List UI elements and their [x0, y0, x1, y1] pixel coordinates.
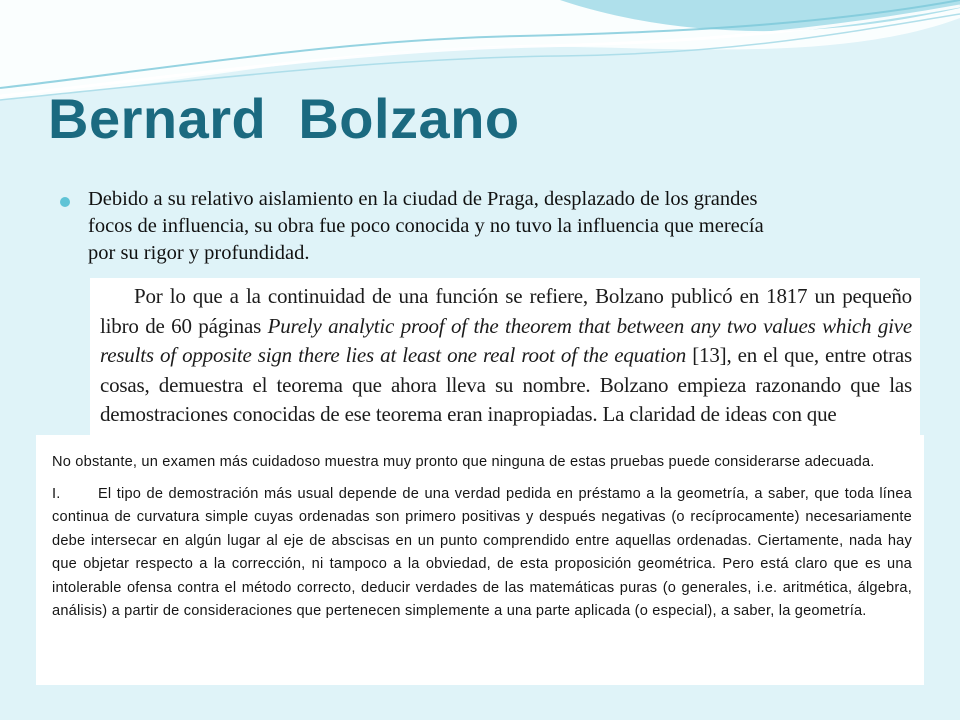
- scanned-excerpt-1: [90, 278, 920, 438]
- excerpt2-paragraph-1: No obstante, un examen más cuidadoso muestra muy pronto que ninguna de estas pruebas puede considerarse adecuada.: [52, 454, 875, 470]
- bullet-text: Debido a su relativo aislamiento en la ciudad de Praga, desplazado de los grandes focos de influencia, su obra fue poco conocida y no tuvo la influencia que merecía por su rigor y profundidad.: [88, 188, 764, 264]
- excerpt1-text-before: Por lo que a la continuidad de una función se refiere, Bolzano publicó en 1817 un pequeño libro de 60 páginas: [100, 284, 912, 338]
- excerpt1-text-after: [13], en el que, entre otras cosas, demuestra el teorema que ahora lleva su nombre. Bolzano empieza razonando que las demostraciones conocidas de ese teorema eran inapropiadas. La claridad de ideas con que: [100, 343, 912, 426]
- slide-title: Bernard Bolzano: [48, 87, 520, 150]
- excerpt2-paragraph-number: I.: [52, 485, 61, 502]
- bullet-dot-icon: [60, 197, 70, 207]
- excerpt2-paragraph-2-text: El tipo de demostración más usual depende de una verdad pedida en préstamo a la geometría, a saber, que toda línea continua de curvatura simple cuyas ordenadas son primero positivas y después negativas (o recíprocamente) necesariamente debe intersecar en algún lugar al eje de abscisas en un punto comprendido entre aquellas ordenadas. Ciertamente, nada hay que objetar respecto a la corrección, ni tampoco a la obviedad, de esta proposición geométrica. Pero está claro que es una intolerable ofensa contra el método correcto, deducir verdades de las matemáticas puras (o generales, i.e. aritmética, álgebra, análisis) a partir de consideraciones que pertenecen simplemente a una parte aplicada (o especial), a saber, la geometría.: [52, 485, 912, 619]
- excerpt1-paragraph: [90, 278, 920, 430]
- scanned-excerpt-2: [36, 435, 924, 685]
- excerpt2-paragraph-2: [36, 475, 924, 624]
- bullet-item: [60, 186, 780, 267]
- excerpt1-book-title: Purely analytic proof of the theorem that between any two values which give results of opposite sign there lies at least one real root of the equation: [100, 313, 912, 367]
